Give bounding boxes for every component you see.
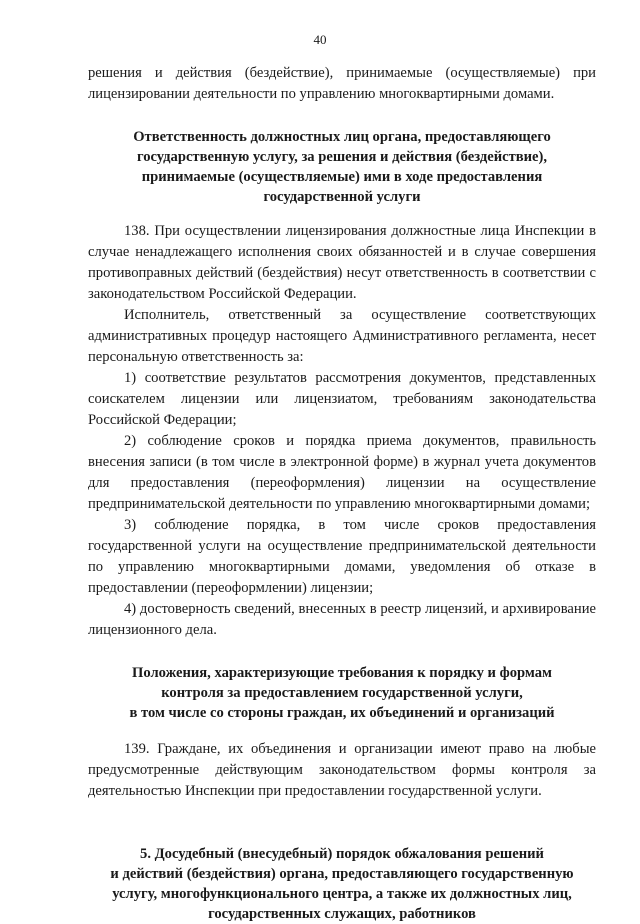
list-item-4: 4) достоверность сведений, внесенных в реестр лицензий, и архивирование лицензионного дела. <box>88 601 596 638</box>
heading-line: Ответственность должностных лиц органа, предоставляющего <box>133 129 551 145</box>
spacer <box>88 723 596 739</box>
paragraph-138: 138. При осуществлении лицензирования должностные лица Инспекции в случае ненадлежащего исполнения своих обязанностей и в случае совершения противоправных действий (бездействия) несут ответственность в соответствии с законодательством Российской Федерации. <box>88 223 596 302</box>
heading-line: государственную услугу, за решения и действия (бездействие), <box>136 149 548 165</box>
heading-line: государственных служащих, работников <box>208 906 476 922</box>
paragraph-139: 139. Граждане, их объединения и организации имеют право на любые предусмотренные действующим законодательством формы контроля за деятельностью Инспекции при предоставлении государственной услуги. <box>88 741 596 799</box>
spacer <box>88 641 596 663</box>
heading-line: принимаемые (осуществляемые) ими в ходе предоставления <box>141 169 543 185</box>
section-heading-responsibility <box>88 127 596 207</box>
intro-paragraph: решения и действия (бездействие), принимаемые (осуществляемые) при лицензировании деятельности по управлению многоквартирными домами. <box>88 65 596 102</box>
spacer <box>88 802 596 844</box>
heading-line: услугу, многофункционального центра, а также их должностных лиц, <box>112 886 572 902</box>
heading-line: государственной услуги <box>263 189 421 205</box>
heading-line: 5. Досудебный (внесудебный) порядок обжалования решений <box>140 846 544 862</box>
paragraph-executor: Исполнитель, ответственный за осуществление соответствующих административных процедур настоящего Административного регламента, несет персональную ответственность за: <box>88 307 596 365</box>
section-heading-appeal <box>88 844 596 924</box>
document-body <box>88 63 596 924</box>
spacer <box>88 207 596 221</box>
heading-line: и действий (бездействия) органа, предоставляющего государственную <box>110 866 574 882</box>
section-heading-control <box>88 663 596 723</box>
list-item-2: 2) соблюдение сроков и порядка приема документов, правильность внесения записи (в том числе в электронной форме) в журнал учета документов для предоставления (переоформления) лицензии на осуществление предпринимательской деятельности по управлению многоквартирными домами; <box>88 433 596 512</box>
spacer <box>88 105 596 127</box>
heading-line: контроля за предоставлением государственной услуги, <box>161 685 523 701</box>
heading-line: в том числе со стороны граждан, их объединений и организаций <box>129 705 555 721</box>
list-item-3: 3) соблюдение порядка, в том числе сроков предоставления государственной услуги на осуществление предпринимательской деятельности по управлению многоквартирными домами, уведомления об отказе в предоставлении (переоформлении) лицензии; <box>88 517 596 596</box>
heading-line: Положения, характеризующие требования к порядку и формам <box>132 665 552 681</box>
page-number: 40 <box>313 32 327 47</box>
list-item-1: 1) соответствие результатов рассмотрения документов, представленных соискателем лицензии или лицензиатом, требованиям законодательства Российской Федерации; <box>88 370 596 428</box>
